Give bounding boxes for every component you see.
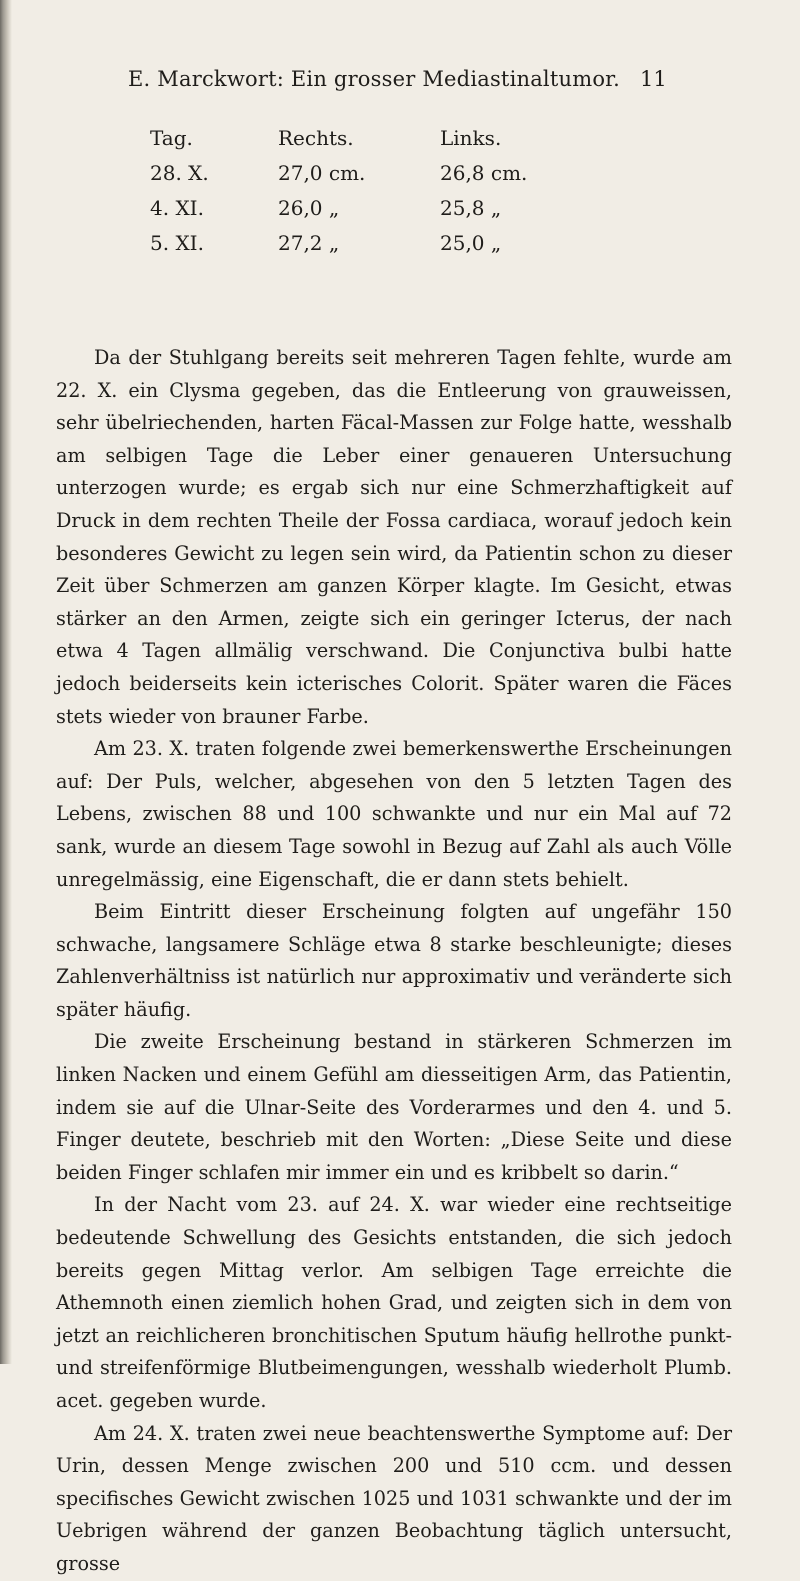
table-row — [150, 190, 600, 225]
paragraph: Am 23. X. traten folgende zwei bemerkenswerthe Erscheinungen auf: Der Puls, welcher, abgesehen von den 5 letzten Tagen des Lebens, zwischen 88 und 100 schwankte und nur ein Mal auf 72 sank, wurde an diesem Tage sowohl in Bezug auf Zahl als auch Völle unregelmässig, eine Eigenschaft, die er dann stets behielt. — [56, 737, 732, 891]
table-cell-left: 25,8 „ — [440, 195, 502, 220]
page-binding-edge — [0, 0, 12, 1364]
table-cell-left: 26,8 cm. — [440, 160, 528, 185]
table-cell-date: 5. XI. — [150, 230, 204, 255]
running-head — [0, 67, 800, 97]
table-cell-date: 4. XI. — [150, 195, 204, 220]
table-cell-right: 27,0 cm. — [278, 160, 366, 185]
running-title: E. Marckwort: Ein grosser Mediastinaltumor. — [128, 67, 620, 91]
column-header-tag: Tag. — [150, 125, 193, 150]
table-row — [150, 155, 600, 190]
paragraph: Beim Eintritt dieser Erscheinung folgten auf ungefähr 150 schwache, langsamere Schläge etwa 8 starke beschleunigte; dieses Zahlenverhältniss ist natürlich nur approximativ und veränderte sich später häufig. — [56, 900, 732, 1021]
table-cell-left: 25,0 „ — [440, 230, 502, 255]
page-number: 11 — [640, 67, 667, 91]
table-cell-right: 26,0 „ — [278, 195, 340, 220]
column-header-rechts: Rechts. — [278, 125, 354, 150]
table-header-row — [150, 120, 600, 155]
column-header-links: Links. — [440, 125, 502, 150]
table-cell-right: 27,2 „ — [278, 230, 340, 255]
paragraph: In der Nacht vom 23. auf 24. X. war wieder eine rechtseitige bedeutende Schwellung des Gesichts entstanden, die sich jedoch bereits gegen Mittag verlor. Am selbigen Tage erreichte die Athemnoth einen ziemlich hohen Grad, und zeigten sich in dem von jetzt an reichlicheren bronchitischen Sputum häufig hellrothe punkt- und streifenförmige Blutbeimengungen, wesshalb wiederholt Plumb. acet. gegeben wurde. — [56, 1193, 732, 1412]
paragraph: Da der Stuhlgang bereits seit mehreren Tagen fehlte, wurde am 22. X. ein Clysma gegeben, das die Entleerung von grauweissen, sehr übelriechenden, harten Fäcal-Massen zur Folge hatte, wesshalb am selbigen Tage die Leber einer genaueren Untersuchung unterzogen wurde; es ergab sich nur eine Schmerzhaftigkeit auf Druck in dem rechten Theile der Fossa cardiaca, worauf jedoch kein besonderes Gewicht zu legen sein wird, da Patientin schon zu dieser Zeit über Schmerzen am ganzen Körper klagte. Im Gesicht, etwas stärker an den Armen, zeigte sich ein geringer Icterus, der nach etwa 4 Tagen allmälig verschwand. Die Conjunctiva bulbi hatte jedoch beiderseits kein icterisches Colorit. Später waren die Fäces stets wieder von brauner Farbe. — [56, 346, 732, 728]
body-text — [56, 342, 732, 1581]
paragraph: Die zweite Erscheinung bestand in stärkeren Schmerzen im linken Nacken und einem Gefühl am diesseitigen Arm, das Patientin, indem sie auf die Ulnar-Seite des Vorderarmes und den 4. und 5. Finger deutete, beschrieb mit den Worten: „Diese Seite und diese beiden Finger schlafen mir immer ein und es kribbelt so darin.“ — [56, 1030, 732, 1184]
table-row — [150, 225, 600, 260]
measurement-table — [150, 120, 600, 260]
table-cell-date: 28. X. — [150, 160, 209, 185]
paragraph: Am 24. X. traten zwei neue beachtenswerthe Symptome auf: Der Urin, dessen Menge zwischen 200 und 510 ccm. und dessen specifisches Gewicht zwischen 1025 und 1031 schwankte und der im Uebrigen während der ganzen Beobachtung täglich untersucht, grosse — [56, 1421, 732, 1575]
